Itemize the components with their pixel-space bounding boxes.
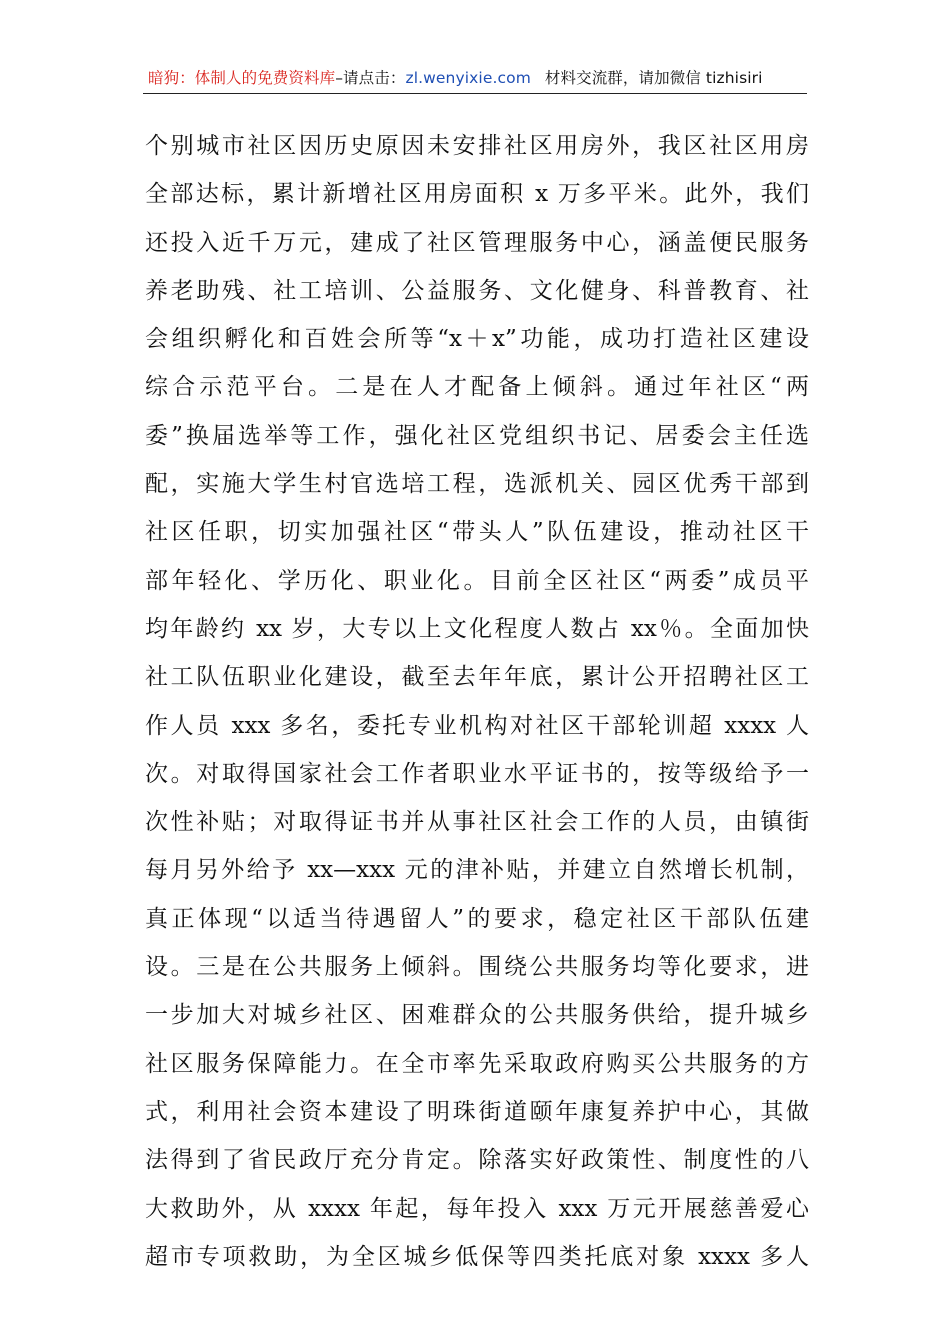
paragraph-line: 社区服务保障能力。在全市率先采取政府购买公共服务的方 xyxy=(145,1050,809,1077)
paragraph-line: 每月另外给予 xx—xxx 元的津补贴，并建立自然增长机制， xyxy=(145,857,809,884)
paragraph-line: 配，实施大学生村官选培工程，选派机关、园区优秀干部到 xyxy=(145,471,809,498)
paragraph-line: 式，利用社会资本建设了明珠街道颐年康复养护中心，其做 xyxy=(145,1098,809,1125)
paragraph-line: 综合示范平台。二是在人才配备上倾斜。通过年社区“两 xyxy=(145,374,809,401)
paragraph-line: 作人员 xxx 多名，委托专业机构对社区干部轮训超 xxxx 人 xyxy=(145,712,809,739)
paragraph-line: 真正体现“以适当待遇留人”的要求，稳定社区干部队伍建 xyxy=(145,905,809,932)
paragraph-line: 社工队伍职业化建设，截至去年年底，累计公开招聘社区工 xyxy=(145,664,809,691)
paragraph-line: 会组织孵化和百姓会所等“x＋x”功能，成功打造社区建设 xyxy=(145,326,809,353)
header-wechat-note: 材料交流群，请加微信 tizhisiri xyxy=(544,69,763,87)
paragraph-line: 次性补贴；对取得证书并从事社区社会工作的人员，由镇街 xyxy=(145,809,809,836)
paragraph-line: 法得到了省民政厅充分肯定。除落实好政策性、制度性的八 xyxy=(145,1147,809,1174)
paragraph-line: 超市专项救助，为全区城乡低保等四类托底对象 xxxx 多人 xyxy=(145,1243,809,1270)
paragraph-line: 部年轻化、学历化、职业化。目前全区社区“两委”成员平 xyxy=(145,567,809,594)
paragraph-line: 均年龄约 xx 岁，大专以上文化程度人数占 xx％。全面加快 xyxy=(145,615,809,642)
paragraph-line: 还投入近千万元，建成了社区管理服务中心，涵盖便民服务 xyxy=(145,229,809,256)
header-prompt: –请点击： xyxy=(335,69,406,87)
paragraph-line: 设。三是在公共服务上倾斜。围绕公共服务均等化要求，进 xyxy=(145,954,809,981)
paragraph-line: 次。对取得国家社会工作者职业水平证书的，按等级给予一 xyxy=(145,760,809,787)
document-body xyxy=(145,122,809,1281)
header-brand: 暗狗：体制人的免费资料库 xyxy=(148,69,336,87)
paragraph-line: 养老助残、社工培训、公益服务、文化健身、科普教育、社 xyxy=(145,277,809,304)
paragraph-line: 委”换届选举等工作，强化社区党组织书记、居委会主任选 xyxy=(145,422,809,449)
page-header xyxy=(148,64,808,92)
header-url-link[interactable]: zl.wenyixie.com xyxy=(405,69,531,87)
paragraph-line: 全部达标，累计新增社区用房面积 x 万多平米。此外，我们 xyxy=(145,181,809,208)
paragraph-line: 社区任职，切实加强社区“带头人”队伍建设，推动社区干 xyxy=(145,519,809,546)
header-divider xyxy=(143,93,807,94)
paragraph-line: 一步加大对城乡社区、困难群众的公共服务供给，提升城乡 xyxy=(145,1002,809,1029)
paragraph-line: 大救助外，从 xxxx 年起，每年投入 xxx 万元开展慈善爱心 xyxy=(145,1195,809,1222)
paragraph-line: 个别城市社区因历史原因未安排社区用房外，我区社区用房 xyxy=(145,133,809,159)
